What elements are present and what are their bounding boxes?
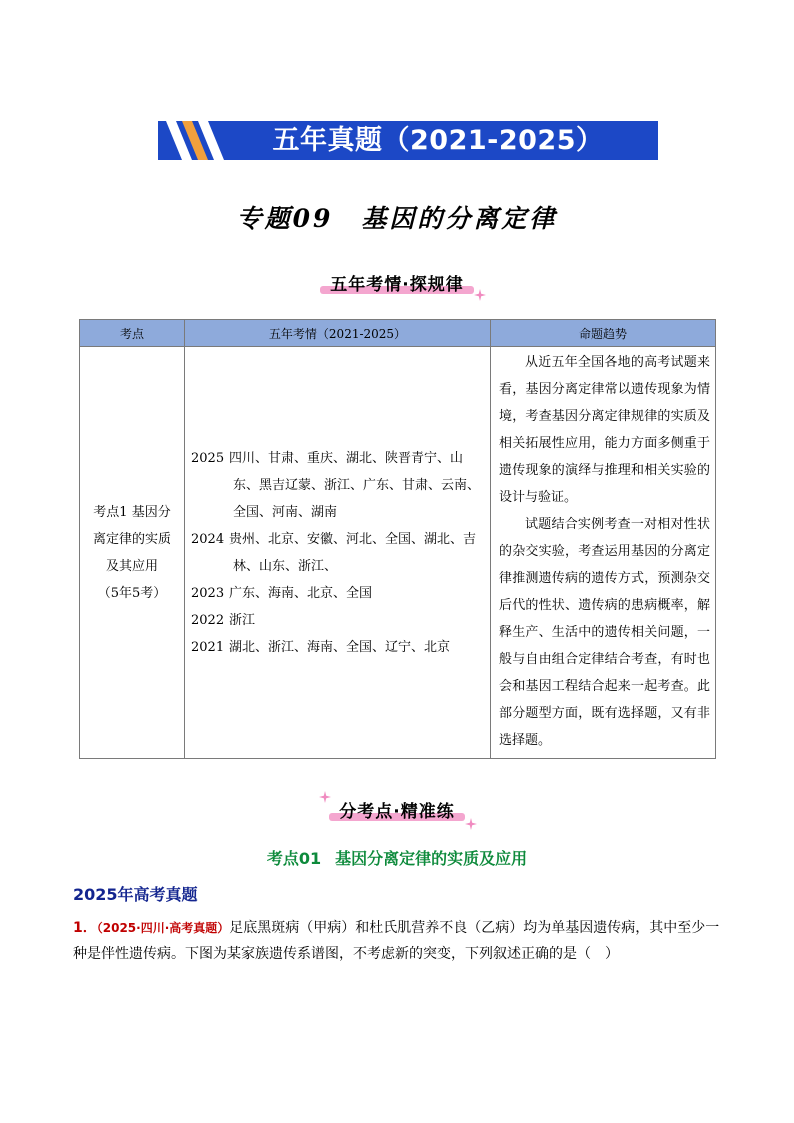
- year-entry-2022: [191, 607, 484, 634]
- kaodian-name: 基因分离定律的实质及应用: [335, 849, 528, 868]
- year-entry-2024: [191, 526, 484, 580]
- year-label: 2022: [191, 612, 225, 628]
- trend-cell: [491, 347, 716, 759]
- kaodian-line: 及其应用: [105, 558, 158, 574]
- kaodian-cell: [80, 347, 185, 759]
- section-heading-practice: [0, 797, 794, 822]
- header-kaodian: 考点: [80, 320, 185, 347]
- exam-overview-table: [79, 319, 716, 759]
- question-1: [73, 915, 725, 967]
- year-provinces: 广东、海南、北京、全国: [229, 585, 373, 601]
- document-title: 专题09 基因的分离定律: [236, 204, 558, 233]
- sparkle-icon: [319, 791, 331, 803]
- question-number: 1．: [73, 920, 97, 936]
- year-label: 2025: [191, 450, 225, 466]
- year-label: 2023: [191, 585, 225, 601]
- kaodian-title: [0, 846, 794, 869]
- question-source: （2025·四川·高考真题）: [96, 921, 230, 935]
- year-entry-2021: [191, 634, 484, 661]
- section-heading-text: 五年考情·探规律: [330, 275, 464, 295]
- table-header-row: [80, 320, 716, 347]
- year-entry-2025: [191, 445, 484, 526]
- table-row: [80, 347, 716, 759]
- title-banner: [158, 121, 658, 160]
- section-heading-trends: [0, 270, 794, 295]
- sparkle-icon: [465, 818, 477, 830]
- header-trend: 命题趋势: [491, 320, 716, 347]
- sparkle-icon: [474, 289, 486, 301]
- year-heading: 2025年高考真题: [73, 885, 198, 904]
- year-provinces: 贵州、北京、安徽、河北、全国、湖北、吉林、山东、浙江、: [229, 531, 477, 574]
- year-provinces: 湖北、浙江、海南、全国、辽宁、北京: [229, 639, 451, 655]
- year-label: 2024: [191, 531, 225, 547]
- year-label: 2021: [191, 639, 225, 655]
- banner-title: 五年真题（2021-2025）: [272, 125, 604, 156]
- kaodian-line: （5年5考）: [97, 585, 167, 601]
- year-provinces: 四川、甘肃、重庆、湖北、陕晋青宁、山东、黑吉辽蒙、浙江、广东、甘肃、云南、全国、河南、湖南: [229, 450, 481, 520]
- question-text: 足底黑斑病（甲病）和杜氏肌营养不良（乙病）均为单基因遗传病，其中至少一种是伴性遗传病。下图为某家族遗传系谱图，不考虑新的突变，下列叙述正确的是（ ）: [73, 920, 720, 962]
- header-five-year: 五年考情（2021-2025）: [185, 320, 491, 347]
- kaodian-line: 考点1 基因分: [93, 504, 171, 520]
- section-heading-text: 分考点·精准练: [339, 802, 455, 822]
- five-year-cell: [185, 347, 491, 759]
- kaodian-number: 考点01: [266, 849, 322, 868]
- year-entry-2023: [191, 580, 484, 607]
- trend-paragraph-2: 试题结合实例考查一对相对性状的杂交实验，考查运用基因的分离定律推测遗传病的遗传方式，预测杂交后代的性状、遗传病的患病概率，解释生产、生活中的遗传相关问题，一般与自由组合定律结合考查，有时也会和基因工程结合起来一起考查。此部分题型方面，既有选择题，又有非选择题。: [499, 517, 710, 748]
- year-provinces: 浙江: [229, 612, 256, 628]
- trend-paragraph-1: 从近五年全国各地的高考试题来看，基因分离定律常以遗传现象为情境，考查基因分离定律规律的实质及相关拓展性应用，能力方面多侧重于遗传现象的演绎与推理和相关实验的设计与验证。: [499, 355, 710, 505]
- kaodian-line: 离定律的实质: [92, 531, 171, 547]
